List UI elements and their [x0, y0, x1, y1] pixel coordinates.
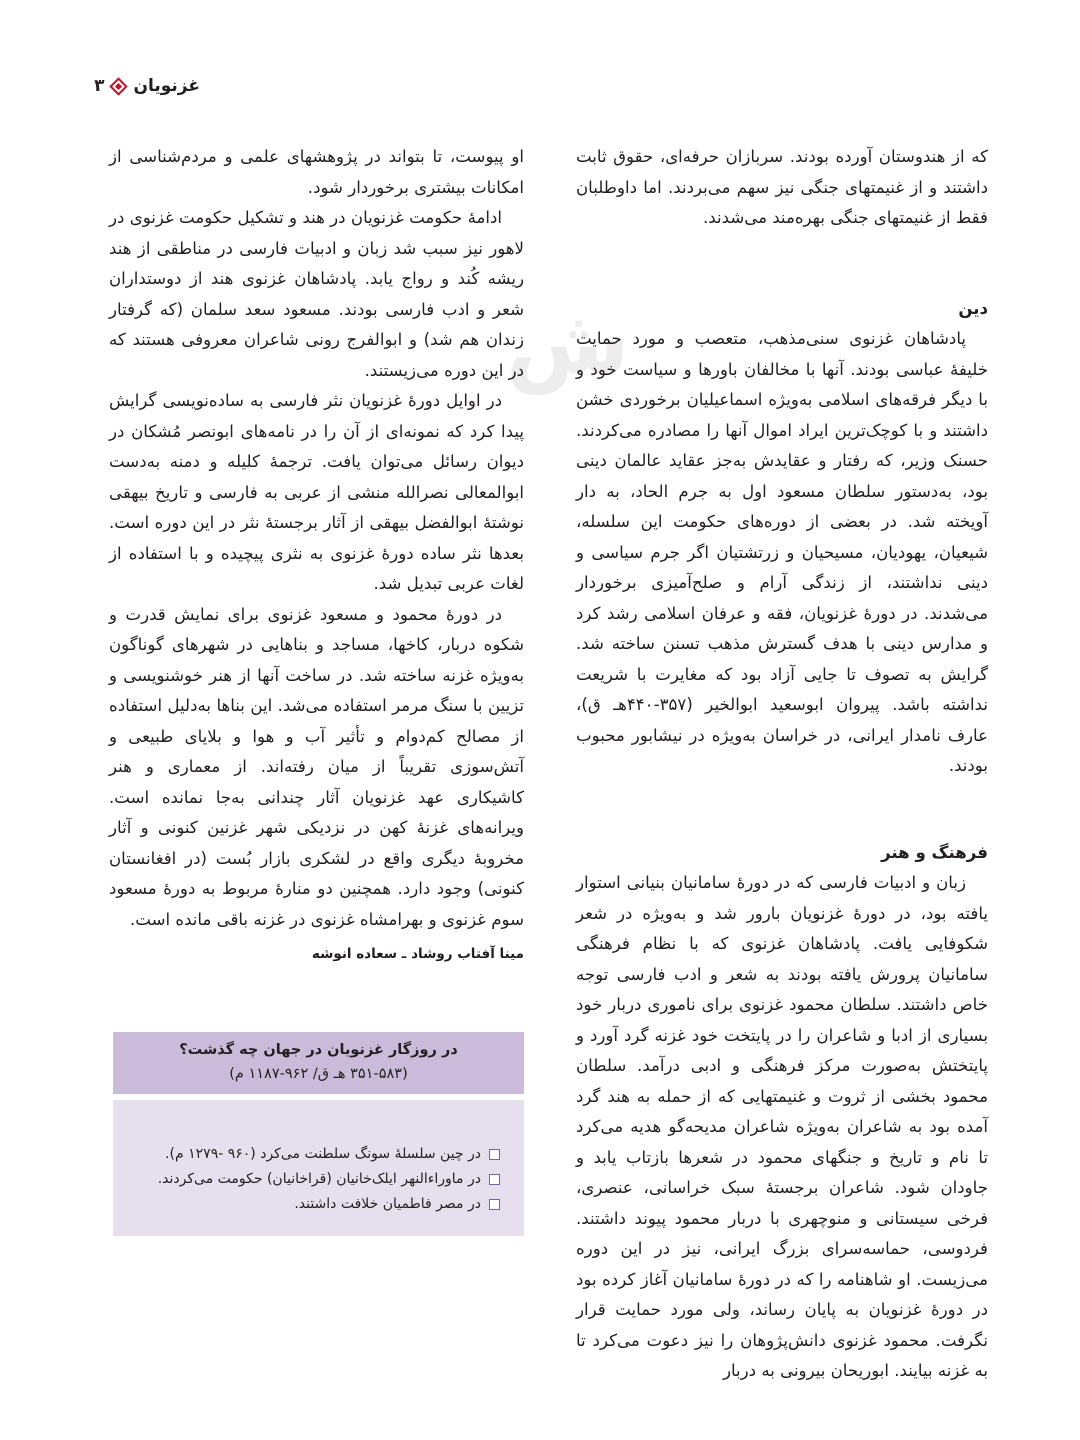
paragraph: که از هندوستان آورده بودند. سربازان حرفه‌ای، حقوق ثابت داشتند و از غنیمتهای جنگی نیز سهم می‌بردند. اما داوطلبان فقط از غنیمتهای جنگی بهره‌مند می‌شدند. [576, 147, 988, 227]
list-item-text: در مصر فاطمیان خلافت داشتند. [294, 1196, 481, 1212]
paragraph: در دورهٔ محمود و مسعود غزنوی برای نمایش قدرت و شکوه دربار، کاخها، مساجد و بناهایی در شهرهای گوناگون به‌ویژه غزنه ساخته شد. در ساخت آنها از هنر خوشنویسی و تزیین با سنگ مرمر استفاده می‌شد. این بناها به‌دلیل استفاده از مصالح کم‌دوام و تأثیر آب و هوا و بلایای طبیعی و آتش‌سوزی تقریباً از میان رفته‌اند. از معماری و هنر کاشیکاری عهد غزنویان آثار چندانی به‌جا نمانده است. ویرانه‌های غزنهٔ کهن در نزدیکی شهر غزنین کنونی و آثار مخروبهٔ دیگری واقع در لشکری بازار بُست (در افغانستان کنونی) وجود دارد. همچنین دو منارهٔ مربوط به دورهٔ مسعود سوم غزنوی و بهرامشاه غزنوی در غزنه باقی مانده است. [109, 604, 524, 929]
paragraph: او پیوست، تا بتواند در پژوهشهای علمی و مردم‌شناسی از امکانات بیشتری برخوردار شود. [109, 147, 524, 197]
box-body [113, 1100, 524, 1236]
author-credit: مینا آفتاب روشاد ـ سعاده انوشه [311, 946, 524, 962]
list-item-text: در ماوراءالنهر ایلک‌خانیان (قراخانیان) حکومت می‌کردند. [157, 1171, 481, 1187]
list-item-text: در چین سلسلهٔ سونگ سلطنت می‌کرد (۹۶۰ -۱۲۷۹ م). [165, 1146, 481, 1162]
square-bullet-icon [489, 1149, 500, 1160]
square-bullet-icon [489, 1174, 500, 1185]
paragraph: در اوایل دورهٔ غزنویان نثر فارسی به ساده‌نویسی گرایش پیدا کرد که نمونه‌ای از آن را در نامه‌های ابونصر مُشکان در دیوان رسائل می‌توان یافت. ترجمهٔ کلیله و دمنه به‌دست ابوالمعالی نصرالله منشی از عربی به فارسی و تاریخ بیهقی نوشتهٔ ابوالفضل بیهقی از آثار برجستهٔ نثر در این دوره است. بعدها نثر ساده دورهٔ غزنوی به نثری پیچیده و با استفاده از لغات عربی تبدیل شد. [109, 391, 524, 593]
section-heading-din: دین [958, 298, 988, 318]
list-item [113, 1142, 500, 1167]
paragraph: ادامهٔ حکومت غزنویان در هند و تشکیل حکومت غزنوی در لاهور نیز سبب شد زبان و ادبیات فارسی در مناطقی از هند ریشه کُند و رواج یابد. پادشاهان غزنوی هند از دوستداران شعر و ادب فارسی بودند. مسعود سعد سلمان (که گرفتار زندان هم شد) و ابوالفرج رونی شاعران معروفی هستند که در این دوره می‌زیستند. [109, 208, 524, 380]
box-dates: (۳۵۱-۵۸۳ هـ ق/ ۹۶۲-۱۱۸۷ م) [229, 1066, 408, 1082]
box-header [113, 1032, 524, 1094]
header-title: غزنویان [133, 76, 200, 96]
left-column [109, 142, 524, 970]
box-title: در روزگار غزنویان در جهان چه گذشت؟ [179, 1042, 458, 1058]
paragraph: پادشاهان غزنوی سنی‌مذهب، متعصب و مورد حمایت خلیفهٔ عباسی بودند. آنها با مخالفان باورها و سیاست خود و با دیگر فرقه‌های اسلامی به‌ویژه اسماعیلیان برخوردی خشن داشتند و با کوچک‌ترین ایراد اموال آنها را مصادره می‌کردند. حسنک وزیر، که رفتار و عقایدش به‌جز عقاید عالمان دینی بود، به‌دستور سلطان مسعود اول به جرم الحاد، به دار آویخته شد. در بعضی از دوره‌های حکومت این سلسله، شیعیان، یهودیان، مسیحیان و زرتشتیان اگر جرم سیاسی و دینی نداشتند، از زندگی آرام و صلح‌آمیزی برخوردار می‌شدند. در دورهٔ غزنویان، فقه و عرفان اسلامی رشد کرد و مدارس دینی با هدف گسترش مذهب تسنن ساخته شد. گرایش به تصوف تا جایی آزاد بود که مغایرت با شریعت نداشته باشد. پیروان ابوسعید ابوالخیر (۳۵۷-۴۴۰هـ ق)، عارف نامدار ایرانی، در خراسان به‌ویژه در نیشابور محبوب بودند. [576, 329, 988, 775]
list-item [113, 1167, 500, 1192]
paragraph: زبان و ادبیات فارسی که در دورهٔ سامانیان بنیانی استوار یافته بود، در دورهٔ غزنویان بارور شد و به‌ویژه در شعر شکوفایی یافت. پادشاهان غزنوی که با نظام فرهنگی سامانیان پرورش یافته بودند به شعر و ادب فارسی توجه خاص داشتند. سلطان محمود غزنوی برای ناموری دربار خود بسیاری از ادبا و شاعران را در پایتخت خود غزنه گرد آورد و پایتختش به‌صورت مرکز فرهنگی و ادبی درآمد. سلطان محمود بخشی از ثروت و غنیمتهایی که از حمله به هند گرد آمده بود به شاعران به‌ویژه شاعران مدیحه‌گو هدیه می‌کرد تا نام و تاریخ و جنگهای محمود در شعرها بازتاب یابد و جاودان شود. شاعران برجستهٔ سبک خراسانی، عنصری، فرخی سیستانی و منوچهری با دربار محمود پیوند داشتند. فردوسی، حماسه‌سرای بزرگ ایرانی، نیز در این دوره می‌زیست. او شاهنامه را که در دورهٔ سامانیان آغاز کرده بود در دورهٔ غزنویان به پایان رساند، ولی مورد حمایت قرار نگرفت. محمود غزنوی دانش‌پژوهان را نیز دعوت می‌کرد تا به غزنه بیایند. ابوریحان بیرونی به دربار [576, 873, 988, 1380]
diamond-icon [110, 77, 128, 95]
list-item [113, 1192, 500, 1217]
square-bullet-icon [489, 1199, 500, 1210]
sidebar-box [113, 1032, 524, 1236]
page-number: ۳ [94, 76, 105, 96]
watermark-logo: ش [505, 290, 630, 395]
section-heading-culture: فرهنگ و هنر [881, 842, 988, 862]
running-header [94, 76, 200, 96]
right-column [576, 142, 988, 1387]
